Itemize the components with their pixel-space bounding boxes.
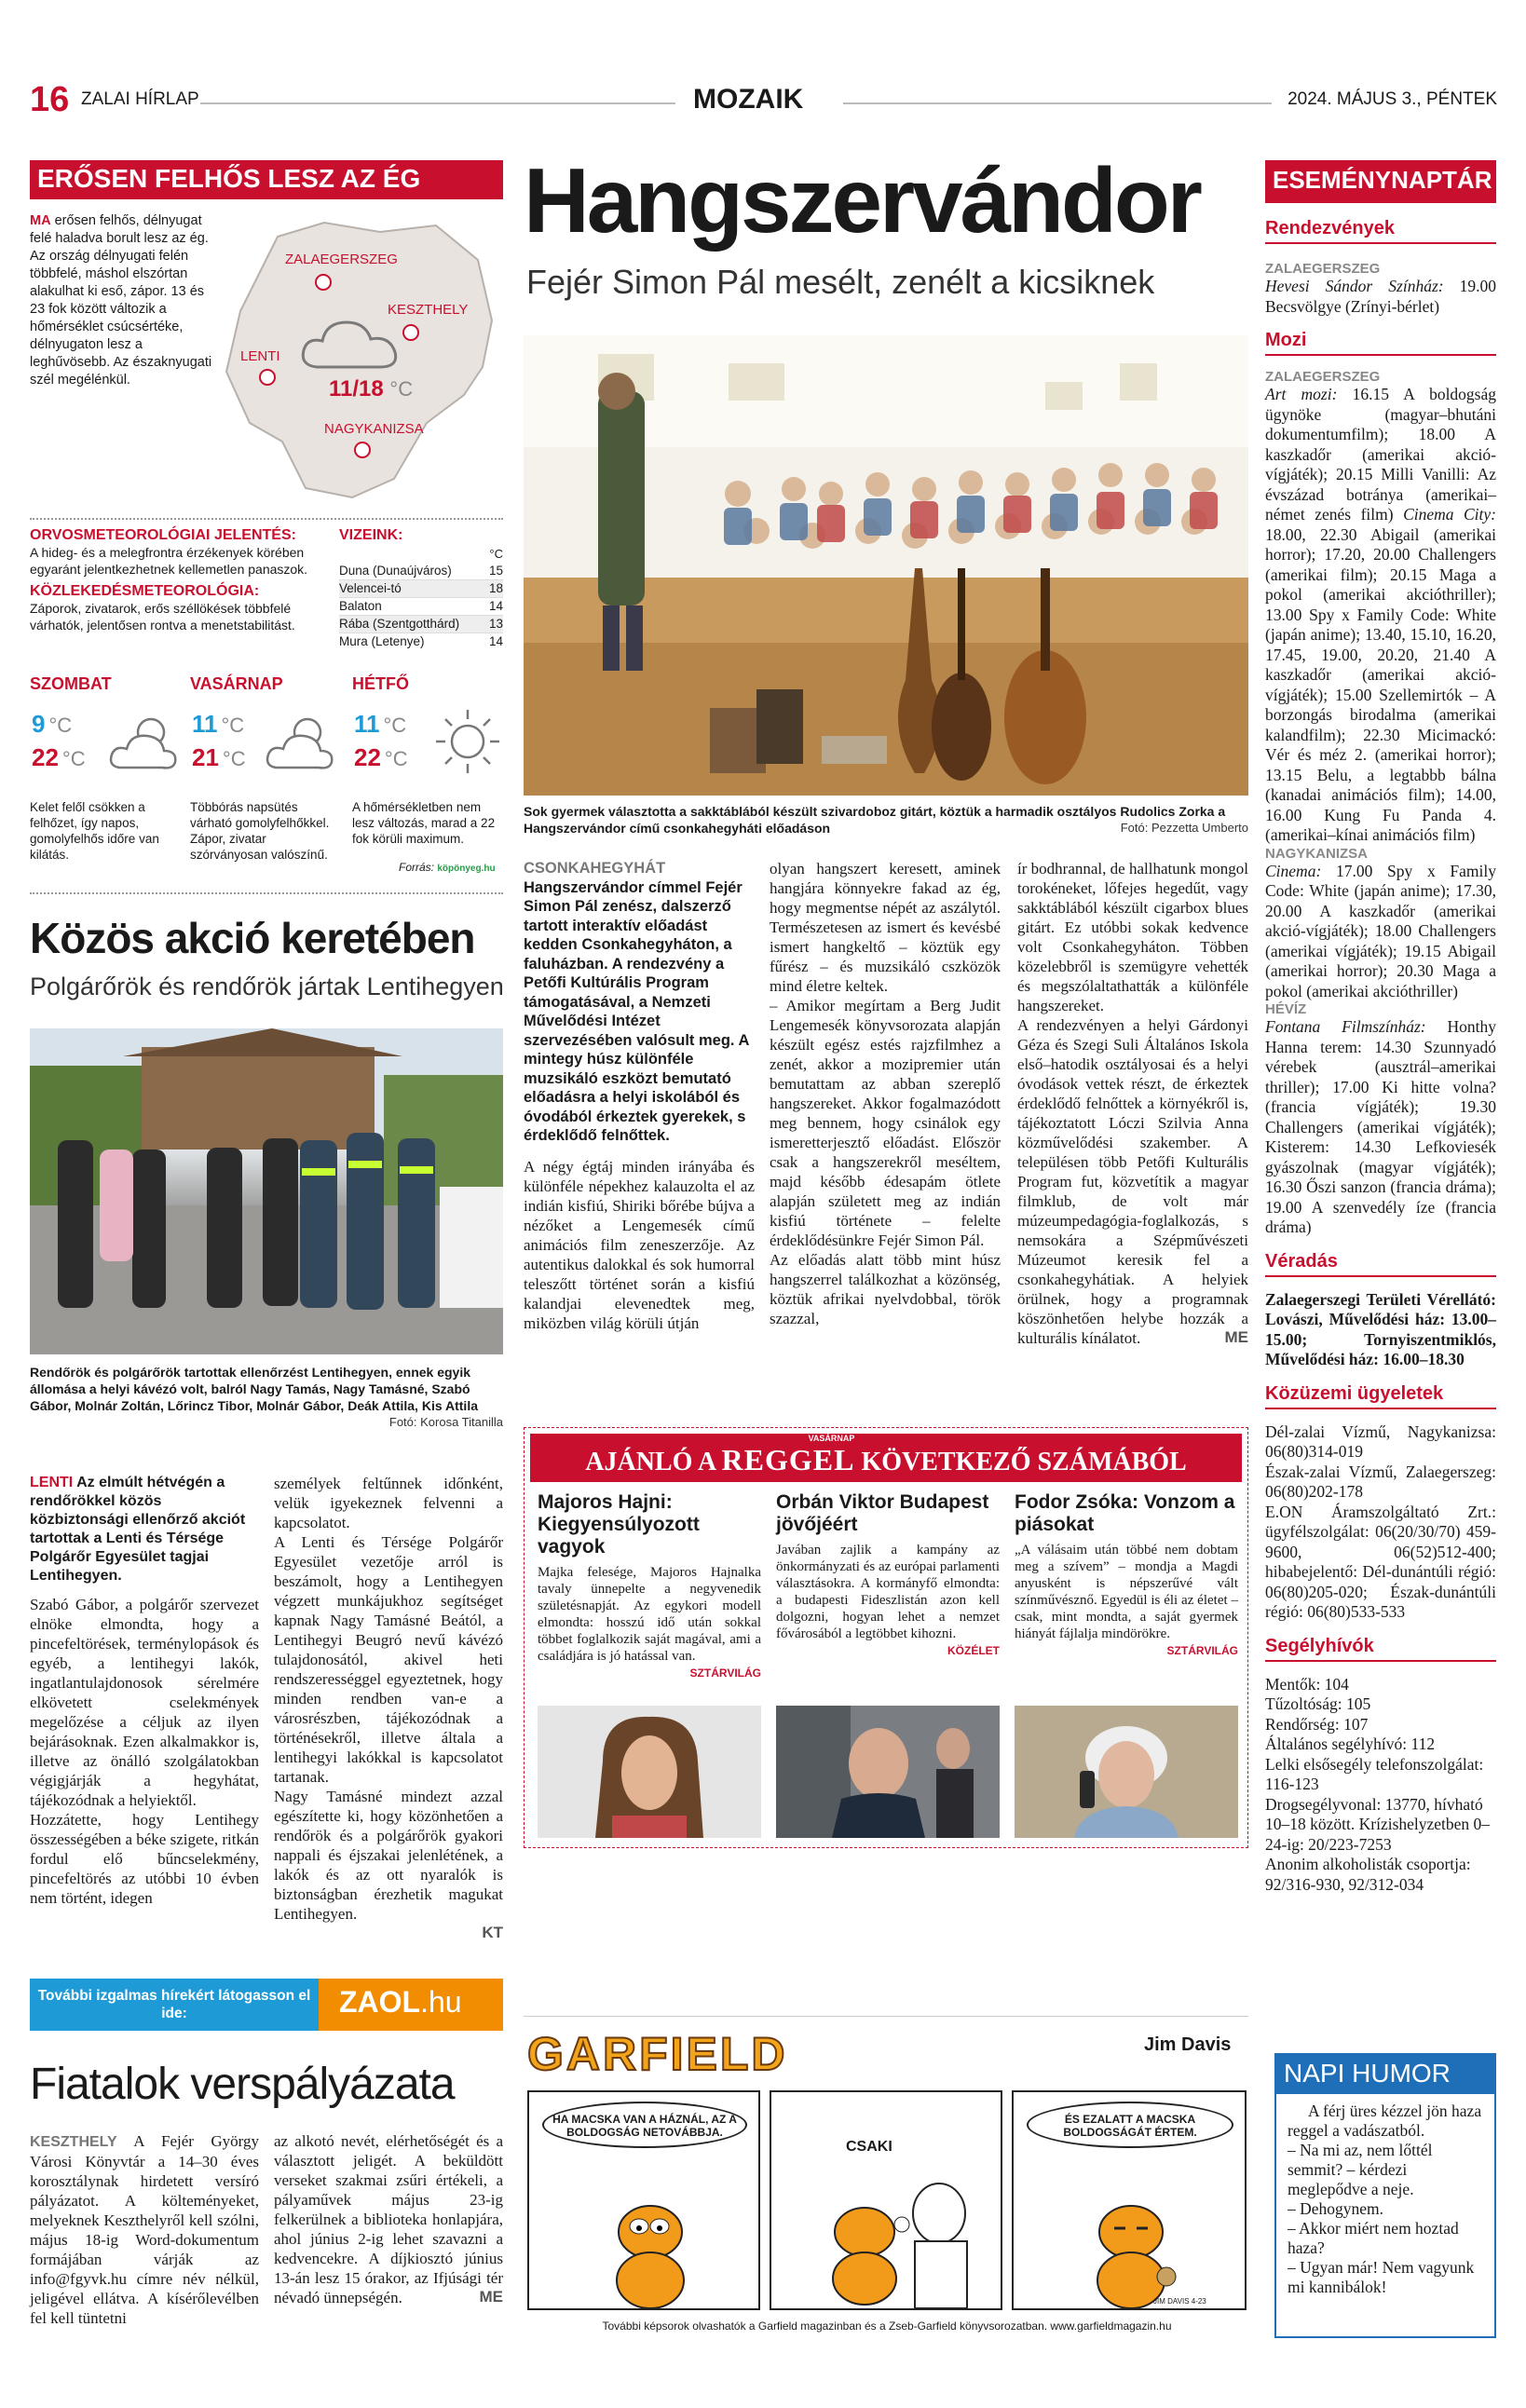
main-title: Hangszervándor [524,149,1200,252]
keszthely-text-1: A Fejér György Városi Könyvtár a 14–30 éves korosztálynak hirdetett versíró pályázatot. A költeményeket, melyeknek Keszthelyről kell szólni, május 18-ig Word-dokumentum formájában várják az info@fgyvk.hu címre név nélkül, jeligével ellátva. A kísérőlevélben fel kell tüntetni [30,2132,260,2327]
humor-box [1274,2053,1496,2338]
weather-divider [30,518,503,520]
page-number: 16 [30,80,70,119]
forecast-low-value: 9 [32,710,46,738]
promo-item-body: „A válásaim után többé nem dobtam meg a szívem” – mondja a Magdi anyusként is népszerűvé vált színművésznő. Egyedül is éli az életet – csak, mint mondta, a saját gyermek hiányát fájlalja mindörökre. [1015,1543,1238,1641]
forecast-low-value: 11 [192,710,218,738]
deg-unit: °C [61,747,86,770]
water-name: Mura (Letenye) [339,634,425,648]
comic-signature: JIM DAVIS 4-23 [1153,2297,1206,2306]
forecast-day-name: VASÁRNAP [190,674,283,693]
mozi-text [1265,862,1496,1002]
water-temp: 14 [488,599,503,613]
waters-title: VIZEINK: [339,527,403,543]
paper-name: ZALAI HÍRLAP [81,89,199,109]
lenti-photo-credit: Fotó: Korosa Titanilla [388,1415,503,1429]
forecast-high [354,743,408,772]
main-caption [524,803,1248,837]
main-body-3: ír bodhrannal, de hallhatunk mongol torokéneket, lőfejes hegedűt, vagy sakktáblából készült cigarbox blues gitárt. Ez utóbbi sokak kedvence volt Csonkahegyháton. Többen közelebbről is szemügyre vehették és megszólaltathatták a különféle hangszereket. A rendezvényen a helyi Gárdonyi Géza és Szegi Suli Általános Iskola első–hatodik osztályosai és a helyi óvodások vettek részt, de érkeztek érdeklődő felnőttek a környékről is, tájékoztatott Lóczi Szilvia Anna közművelődési szakember. A településen több Petőfi Kulturális Program fut, közvetítik a magyar filmklub, de volt már múzeumpedagógia-foglalkozás, s nemsokára a Szépművészeti Múzeumot keresik fel a csonkahegyhátiak. A helyiek örülnek, hogy a programnak köszönhetően helybe hozzák a kulturális kínálatot. [1017,860,1248,1347]
comic-author: Jim Davis [1144,2034,1232,2055]
mozi-body: 17.00 Spy x Family Code: White (japán anime); 17.30, 20.00 A kaszkadőr (amerikai akció-vígjáték); 18.00 Challengers (amerikai vígjáték); 19.15 Abigail (amerikai horror); 20.30 Maga a pokol (amerikai akcióthriller) [1265,861,1497,1000]
map-dot-zalaegerszeg [315,274,332,291]
weather-bottom-divider [30,892,503,894]
promo-suffix: KÖVETKEZŐ SZÁMÁBÓL [861,1448,1187,1476]
main-col3 [1017,859,1248,1347]
comic-sound: CSAKI [846,2139,892,2155]
promo-photo-1 [538,1706,761,1838]
deg-unit: °C [384,747,408,770]
promo-item-title: Orbán Viktor Budapest jövőjéért [776,1491,989,1535]
water-row [339,580,503,598]
water-name: Velencei-tó [339,581,402,595]
main-lead [524,859,755,1146]
mozi-body: 18.00, 22.30 Abigail (amerikai horror); 17.20, 20.00 Challengers (amerikai film); 20.15 Maga a pokol (amerikai akcióthriller); 13.00 Spy x Family Code: White (japán anime); 13.40, 15.10, 16.20, 17.45, 19.00, 20.20, 21.40 A kaszkadőr (amerikai akció-vígjáték); 15.00 Szellemirtók – A borzongás birodalma (amerikai kalandfilm); 22.30 Micimackó: Vér és méz 2. (amerikai horror); 13.15 Belu, a legtabbb bálna (kanadai animációs film); 14.00, 16.00 Kung Fu Panda 4. (amerikai–kínai animációs film) [1265,524,1496,844]
promo-item-tag: KÖZÉLET [947,1644,1000,1657]
events-column [1265,218,1496,1895]
mozi-venue: Cinema: [1265,861,1322,880]
weather-title: ERŐSEN FELHŐS LESZ AZ ÉG [30,160,503,199]
cloud-sun-icon [263,706,335,779]
map-dot-nagykanizsa [354,442,371,458]
promo-item-text [1015,1542,1238,1657]
forecast-low [192,710,244,739]
lenti-kw: LENTI [30,1475,74,1490]
keszthely-body-1 [30,2131,259,2328]
map-dot-keszthely [402,324,419,341]
zaol-banner-text: További izgalmas hírekért látogasson el ide: [30,1979,319,2031]
forecast-high [32,743,86,772]
promo-photo-2 [776,1706,1000,1838]
map-city-lenti: LENTI [240,348,280,364]
main-photo [524,335,1248,796]
weather-map [212,209,503,505]
kozuzemi-title: Közüzemi ügyeletek [1265,1383,1496,1409]
forecast-low [354,710,406,739]
rend-venue: Hevesi Sándor Színház: [1265,277,1444,295]
promo-box [524,1427,1248,1848]
mozi-city: NAGYKANIZSA [1265,845,1369,862]
promo-item[interactable] [1015,1491,1238,1659]
source-label: Forrás: [399,861,435,874]
orvos-text: A hideg- és a melegfrontra érzékenyek körében egyaránt jelentkezhetnek kellemetlen panaszok. [30,545,308,577]
kozuzemi-text: Dél-zalai Vízmű, Nagykanizsa: 06(80)314-019 Észak-zalai Vízmű, Zalaegerszeg: 06(80)202-178 E.ON Áramszolgáltató Zrt.: ügyfélszolgálat: 06(20/30/70) 459-9600, 06(52)512-400; hibabejelentő: Dél-dunántúli régió: 06(80)205-020; Észak-dunántúli régió: 06(80)533-533 [1265,1422,1496,1621]
comic-panel-3 [1012,2090,1247,2310]
zaol-banner[interactable] [30,1979,503,2031]
main-caption-text: Sok gyermek választotta a sakktáblából készült szivardoboz gitárt, köztük a harmadik osztályos Rudolics Zorka a Hangszervándor című csonkahegyháti előadáson [524,804,1226,836]
mozi-city: ZALAEGERSZEG [1265,369,1381,385]
mozi-text [1265,1017,1496,1238]
lenti-body-2: személyek feltűnnek időnként, velük igyekeznek felvenni a kapcsolatot. A Lenti és Térsége Polgárőr Egyesület vezetője arról is beszámolt, hogy a Lentihegyen végzett munkájukhoz segítséget kapnak Nagy Tamásné Beától, a Lentihegyi Beugró nevű kávézó tulajdonosától, akivel heti rendszerességgel egyeztetnek, hogy minden rendben van-e a városrészben, tájékozódnak a történésekről, illetve általa a lentihegyi lakókkal is kapcsolatot tartanak. Nagy Tamásné mindezt azzal egészítette ki, hogy közönhetően a rendőrök és a polgárőrök gyakori nappali és éjszakai jelenlétének, a lakók és az ott nyaralók is biztonságban érezhetik magukat Lentihegyen. [274,1475,503,1923]
waters-unit: °C [489,547,503,561]
main-author: ME [1224,1328,1248,1346]
forecast-day-name: HÉTFŐ [352,674,409,693]
forecast-high-value: 21 [192,743,219,771]
mozi-body: Honthy Hanna terem: 14.30 Szunnyadó vérebek (ausztrál–amerikai thriller); 17.00 Ki hitte volna? (francia vígjáték); 19.30 Challengers (amerikai vígjáték); Kisterem: 14.30 Lefkoviesék gyászolnak (magyar vígjáték); 16.30 Őszi sanzon (francia dráma); 19.00 A szenvedély íze (francia dráma) [1265,1017,1496,1236]
map-dot-lenti [259,369,276,386]
forecast-low-value: 11 [354,710,380,738]
water-row [339,633,503,650]
forecast-high-value: 22 [32,743,59,771]
header-rule-right [843,102,1272,104]
promo-item-body: Majka felesége, Majoros Hajnalka tavaly ünnepelte a negyvenedik születésnapját. Az egykori modell elmondta: hosszú idő után sokkal többet foglalkozik saját magával, ami a családjára is jó hatással van. [538,1565,761,1664]
page-header [30,80,1497,123]
forecast-high [192,743,246,772]
zaol-brand: ZAOL [339,1985,421,2019]
promo-brand: REGGEL [721,1443,855,1476]
lenti-col2 [274,1474,503,1942]
comic-title: GARFIELD [527,2028,788,2080]
map-city-keszthely: KESZTHELY [388,302,469,318]
promo-item[interactable] [776,1491,1000,1659]
waters-block [339,527,503,650]
garfield-icon [1066,2195,1196,2308]
mozi-venue: Fontana Filmszínház: [1265,1017,1426,1036]
comic-panel-1 [527,2090,760,2310]
keszthely-author: ME [479,2288,503,2306]
comic-divider [524,2016,1248,2017]
water-temp: 18 [488,581,503,595]
water-name: Duna (Dunaújváros) [339,564,452,578]
keszthely-col1 [30,2131,259,2328]
water-row [339,598,503,616]
veradas-title: Véradás [1265,1251,1496,1277]
forecast-text: Többórás napsütés várható gomolyfelhőkkel. Zápor, zivatar szórványosan valószínű. [190,800,330,862]
promo-prefix: AJÁNLÓ A [585,1448,715,1476]
source-logo: köpönyeg.hu [437,864,496,874]
forecast-day-name: SZOMBAT [30,674,112,693]
weather-intro [30,212,216,389]
segely-title: Segélyhívók [1265,1636,1496,1662]
sun-icon [432,706,503,777]
humor-title: NAPI HUMOR [1276,2055,1494,2094]
map-temp: 11/18 °C [329,376,414,401]
promo-item-tag: SZTÁRVILÁG [1166,1644,1238,1657]
promo-item-tag: SZTÁRVILÁG [689,1667,761,1680]
kozl-text: Záporok, zivatarok, erős széllökések többfelé várhatók, jelentősen rontva a menetstabilitást. [30,601,295,633]
zaol-tld: .hu [420,1985,462,2019]
promo-brand-small: VASÁRNAP [808,1434,855,1443]
deg-unit: °C [221,714,245,737]
main-subtitle: Fejér Simon Pál mesélt, zenélt a kicsiknek [526,263,1155,301]
keszthely-col2 [274,2131,503,2306]
deg-unit: °C [48,714,73,737]
lenti-lead-text: Az elmúlt hétvégén a rendőrökkel közös közbiztonsági ellenőrző akciót tartottak a Lenti és Térsége Polgárőr Egyesület tagjai Lentihegyen. [30,1475,246,1584]
water-temp: 13 [488,617,503,631]
rend-body: 19.00 Becsvölgye (Zrínyi-bérlet) [1265,277,1496,316]
map-temp-low: 11 [329,376,353,401]
cloud-sun-icon [106,706,179,779]
lenti-photo [30,1028,503,1354]
header-rule-left [200,102,675,104]
promo-item-title: Fodor Zsóka: Vonzom a piásokat [1015,1491,1235,1535]
segely-text: Mentők: 104 Tűzoltóság: 105 Rendőrség: 107 Általános segélyhívó: 112 Lelki elsősegély telefonszolgálat: 116-123 Drogsegélyvonal: 13770, hívható 10–18 között. Krízishelyzetben 0–24-ig: 20/223-7253 Anonim alkoholisták csoportja: 92/316-930, 92/312-034 [1265,1674,1491,1894]
forecast-day [30,674,179,862]
mozi-text [1265,385,1496,846]
jon-and-garfield-icon [799,2176,986,2308]
main-body-2: olyan hangszert keresett, aminek hangjára könnyekre fakad az ég, hogy megmentse népét az aszálytól. Természetesen az ismert és kevésbé ismert hangkeltő – köztük egy fűrész – és muzsikáló cszközök mind életre keltek. – Amikor megírtam a Berg Judit Lengemesék könyvsorozata alapján készült egész estés rajzfilmhez a zenét, akkor a mozipremier után bemutattam az abban szereplő hangszereket. Akkor fogalmazódott meg bennem, hogy csinálok egy ismeretterjesztő előadást. Először csak a hangszerekről meséltem, majd később édesapám ötlete alapján született meg az indián kisfiú története – felelte érdeklődésünkre Fejér Simon Pál. Az előadás alatt több mint húsz hangszerrel találkozhat a közönség, köztük afrikai nyelvdobbal, török szazzal, [770,860,1001,1327]
rend-city: ZALAEGERSZEG [1265,261,1381,277]
mozi-title: Mozi [1265,330,1496,356]
keszthely-kw: KESZTHELY [30,2134,117,2150]
weather-intro-kw: MA [30,213,51,228]
comic-panel-2 [770,2090,1002,2310]
promo-item-text [538,1564,761,1680]
forecast-text: Kelet felől csökken a felhőzet, így napos, gomolyfelhős időre van kilátás. [30,800,159,862]
mozi-body: 16.15 A boldogság ügynöke (magyar–bhutáni dokumentumfilm); 18.00 A kaszkadőr (amerikai akció-vígjáték); 20.15 Milli Vanilli: Az évszázad botránya (amerikai–német zenés film) [1265,385,1497,524]
weather-intro-text: erősen felhős, délnyugat felé haladva borult lesz az ég. Az ország délnyugati felén többfelé, máshol elszórtan alakulhat ki eső, zápor. 13 és 23 fok között változik a hőmérséklet csúcsértéke, délnyugaton lesz a leghűvösebb. Az északnyugati szél megélénkül. [30,213,212,388]
keszthely-body-2: az alkotó nevét, elérhetőségét és a választott jeligét. A beküldött verseket szakmai zsűri értékeli, a pályaművek május 23-ig felkerülnek a biblioteka honlapjára, ahol június 2-ig lehet szavazni a kedvencekre. A díjkiosztó június 13-án lesz 15 órakor, az Ifjúsági tér névadó ünnepségén. [274,2132,503,2306]
map-city-nagykanizsa: NAGYKANIZSA [324,421,424,437]
zaol-logo [319,1979,503,2031]
main-photo-credit: Fotó: Pezzetta Umberto [1120,821,1248,835]
map-temp-unit: °C [389,377,414,401]
deg-unit: °C [222,747,246,770]
promo-photo-3 [1015,1706,1238,1838]
forecast-low [32,710,72,739]
section-title: MOZAIK [693,84,804,115]
weather-source [399,859,496,877]
promo-item-body: Javában zajlik a kampány az önkormányzati és az európai parlamenti választásokra. A kormányfő elmondta: a budapesti Fideszlistán azon kell dolgozni, hogyan lehet a nemzet fővárosából a legtöbbet kihozni. [776,1543,1000,1641]
water-temp: 14 [488,634,503,648]
lenti-title: Közös akció keretében [30,914,475,962]
comic-balloon-3: ÉS EZALATT A MACSKA BOLDOGSÁGÁT ÉRTEM. [1027,2102,1233,2148]
forecast-high-value: 22 [354,743,381,771]
promo-item-title: Majoros Hajni: Kiegyensúlyozott vagyok [538,1491,700,1558]
deg-unit: °C [383,714,407,737]
map-temp-high: 18 [359,376,384,401]
issue-date: 2024. MÁJUS 3., PÉNTEK [1288,89,1497,109]
water-name: Balaton [339,599,382,613]
water-row [339,616,503,633]
mozi-venue: Art mozi: [1265,385,1338,403]
main-lead-text: Hangszervándor címmel Fejér Simon Pál zenész, dalszerző tartott interaktív előadást kedden Csonkahegyháton, a faluházban. A rendezvény a Petőfi Kultúrális Program támogatásával, a Nemzeti Művelődési Intézet szervezésében valósult meg. A mintegy húsz különféle muzsikáló eszközt bemutató előadásra a helyi iskolából és óvodából érkeztek gyerekek, s érdeklődő felnőttek. [524,878,749,1144]
keszthely-title: Fiatalok verspályázata [30,2060,455,2109]
mozi-city: HÉVÍZ [1265,1001,1307,1017]
promo-item-text [776,1542,1000,1657]
comic-footer: További képsorok olvashatók a Garfield magazinban és a Zseb-Garfield könyvsorozatban. www.garfieldmagazin.hu [602,2320,1172,2333]
lenti-author: KT [482,1924,503,1941]
mozi-venue: Cinema City: [1403,505,1496,524]
comic-balloon-1: HA MACSKA VAN A HÁZNÁL, AZ A BOLDOGSÁG NETOVÁBBJA. [542,2102,747,2148]
main-col2 [770,859,1001,1328]
map-cloud-icon [298,311,401,381]
lenti-col1 [30,1474,259,1908]
garfield-icon [585,2195,715,2308]
promo-item[interactable] [538,1491,761,1681]
forecast-text: A hőmérsékletben nem lesz változás, marad a 22 fok körüli maximum. [352,800,496,846]
map-city-zalaegerszeg: ZALAEGERSZEG [285,252,398,267]
water-row [339,563,503,580]
lenti-body-1: Szabó Gábor, a polgárőr szervezet elnöke elmondta, hogy a pincefeltörések, terménylopások és egyéb, a lentihegyi lakók, ingatlantulajdonosok sérelmére elkövetett cselekmények megelőzése a céljuk az ilyen bejárásoknak. Ezen alkalmakkor is, illetve az önálló szolgálatokban végigjárják a hegyhátat, tájékozódnak a helyiektől. Hozzátette, hogy Lentihegy összességében a béke szigete, ritkán fordul elő bűncselekmény, pincefeltörés az utóbbi 10 évben nem történt, idegen [30,1596,259,1907]
water-temp: 15 [488,564,503,578]
orvos-block [30,527,328,633]
main-col1 [524,859,755,1333]
lenti-subtitle: Polgárőrök és rendőrök jártak Lentihegyen [30,973,504,1000]
veradas-text: Zalaegerszegi Területi Vérellátó: Lovászi, Művelődési ház: 13.00–15.00; Tornyiszentmiklós, Művelődési ház: 16.00–18.30 [1265,1289,1496,1368]
events-title: ESEMÉNYNAPTÁR [1265,160,1496,203]
forecast-day [352,674,503,874]
lenti-caption-text: Rendőrök és polgárőrök tartottak ellenőrzést Lentihegyen, ennek egyik állomása a helyi kávézó volt, balról Nagy Tamás, Nagy Tamásné, Szabó Gábor, Molnár Zoltán, Lőrincz Tibor, Molnár Gábor, Deák Attila, Kis Attila [30,1365,478,1413]
rend-title: Rendezvények [1265,218,1496,244]
forecast-day [190,674,339,862]
promo-header [530,1434,1242,1482]
main-body-1: A négy égtáj minden irányába és különféle népekhez kalauzolta el az indián kisfiú, Shiriki bőrébe bújva a nézőket a Lengemesék című animációs film zeneszerzője. Az autentikus dalokkal és sok humorral teleszőtt történet során a kisfiú kalandjai elevenedtek meg, miközben világ körüli útján [524,1157,755,1332]
orvos-title: ORVOSMETEOROLÓGIAI JELENTÉS: [30,527,296,543]
main-kw: CSONKAHEGYHÁT [524,860,666,877]
comic-strip [527,2090,1247,2310]
lenti-caption [30,1364,503,1431]
kozl-title: KÖZLEKEDÉSMETEOROLÓGIA: [30,583,260,599]
lenti-lead [30,1474,259,1585]
rend-text [1265,277,1496,317]
water-name: Rába (Szentgotthárd) [339,617,460,631]
humor-text: A férj üres kézzel jön haza reggel a vadászatból. – Na mi az, nem lőttél semmit? – kérdezi meglepődve a neje. – Dehogynem. – Akkor miért nem hoztad haza? – Ugyan már! Nem vagyunk mi kannibálok! [1288,2102,1482,2296]
